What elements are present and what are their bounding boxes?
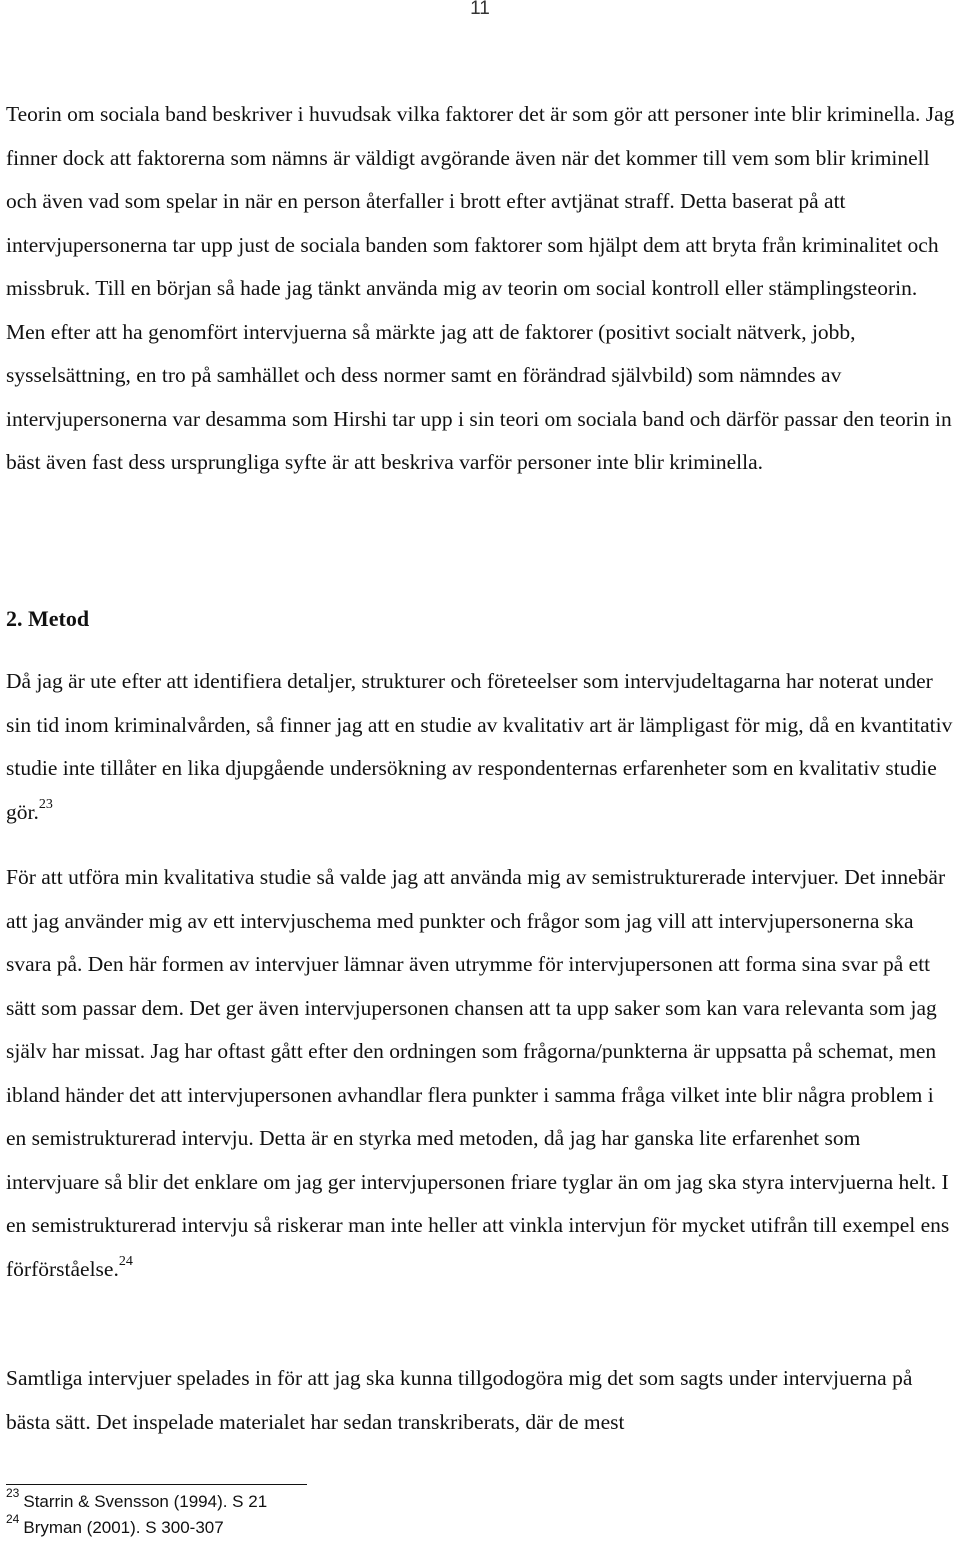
paragraph-text: Då jag är ute efter att identifiera detaljer, strukturer och företeelser som intervjudeltagarna har noterat under sin tid inom kriminalvården, så finner jag att en studie av kvalitativ art är lämpligast för mig, då en kvantitativ studie inte tillåter en lika djupgående undersökning av respondenternas erfarenheter som en kvalitativ studie gör.: [6, 669, 953, 824]
section-heading-metod: 2. Metod: [6, 606, 90, 631]
footnote-text: Bryman (2001). S 300-307: [23, 1518, 224, 1537]
footnote-ref-24[interactable]: 24: [118, 1254, 133, 1270]
paragraph-qualitative-method: [6, 660, 958, 834]
paragraph-recordings: Samtliga intervjuer spelades in för att jag ska kunna tillgodogöra mig det som sagts under intervjuerna på bästa sätt. Det inspelade materialet har sedan transkriberats, där de mest: [6, 1366, 913, 1434]
paragraph-text: För att utföra min kvalitativa studie så valde jag att använda mig av semistrukturerade intervjuer. Det innebär att jag använder mig av ett intervjuschema med punkter och frågor som jag vill att intervjupersonerna ska svara på. Den här formen av intervjuer lämnar även utrymme för intervjupersonen att forma sina svar på ett sätt som passar dem. Det ger även intervjupersonen chansen att ta upp saker som kan vara relevanta som jag själv har missat. Jag har oftast gått efter den ordningen som frågorna/punkterna är uppsatta på schemat, men ibland händer det att intervjupersonen avhandlar flera punkter i samma fråga vilket inte blir några problem i en semistrukturerad intervju. Detta är en styrka med metoden, då jag har ganska lite erfarenhet som intervjuare så blir det enklare om jag ger intervjupersonen friare tyglar än om jag ska styra intervjuerna helt. I en semistrukturerad intervju så riskerar man inte heller att vinkla intervjun för mycket utifrån till exempel ens förförståelse.: [6, 865, 950, 1281]
footnote-number: 23: [6, 1486, 20, 1501]
footnote-23: [6, 1486, 268, 1515]
footnote-divider: [6, 1484, 307, 1485]
footnote-number: 24: [6, 1512, 20, 1527]
footnote-24: [6, 1512, 267, 1541]
page-number: 11: [470, 0, 490, 19]
paragraph-social-bonds: Teorin om sociala band beskriver i huvudsak vilka faktorer det är som gör att personer inte blir kriminella. Jag finner dock att faktorerna som nämns är väldigt avgörande även när det kommer till vem som blir kriminell och även vad som spelar in när en person återfaller i brott efter avtjänat straff. Detta baserat på att intervjupersonerna tar upp just de sociala banden som faktorer som hjälpt dem att bryta från kriminalitet och missbruk. Till en början så hade jag tänkt använda mig av teorin om social kontroll eller stämplingsteorin. Men efter att ha genomfört intervjuerna så märkte jag att de faktorer (positivt socialt nätverk, jobb, sysselsättning, en tro på samhället och dess normer samt en förändrad självbild) som nämndes av intervjupersonerna var desamma som Hirshi tar upp i sin teori om sociala band och därför passar den teorin in bäst även fast dess ursprungliga syfte är att beskriva varför personer inte blir kriminella.: [6, 102, 955, 474]
footnotes: [6, 1486, 268, 1541]
footnote-ref-23[interactable]: 23: [38, 797, 53, 813]
footnote-text: Starrin & Svensson (1994). S 21: [23, 1492, 268, 1511]
paragraph-semistructured-interviews: [6, 856, 958, 1291]
